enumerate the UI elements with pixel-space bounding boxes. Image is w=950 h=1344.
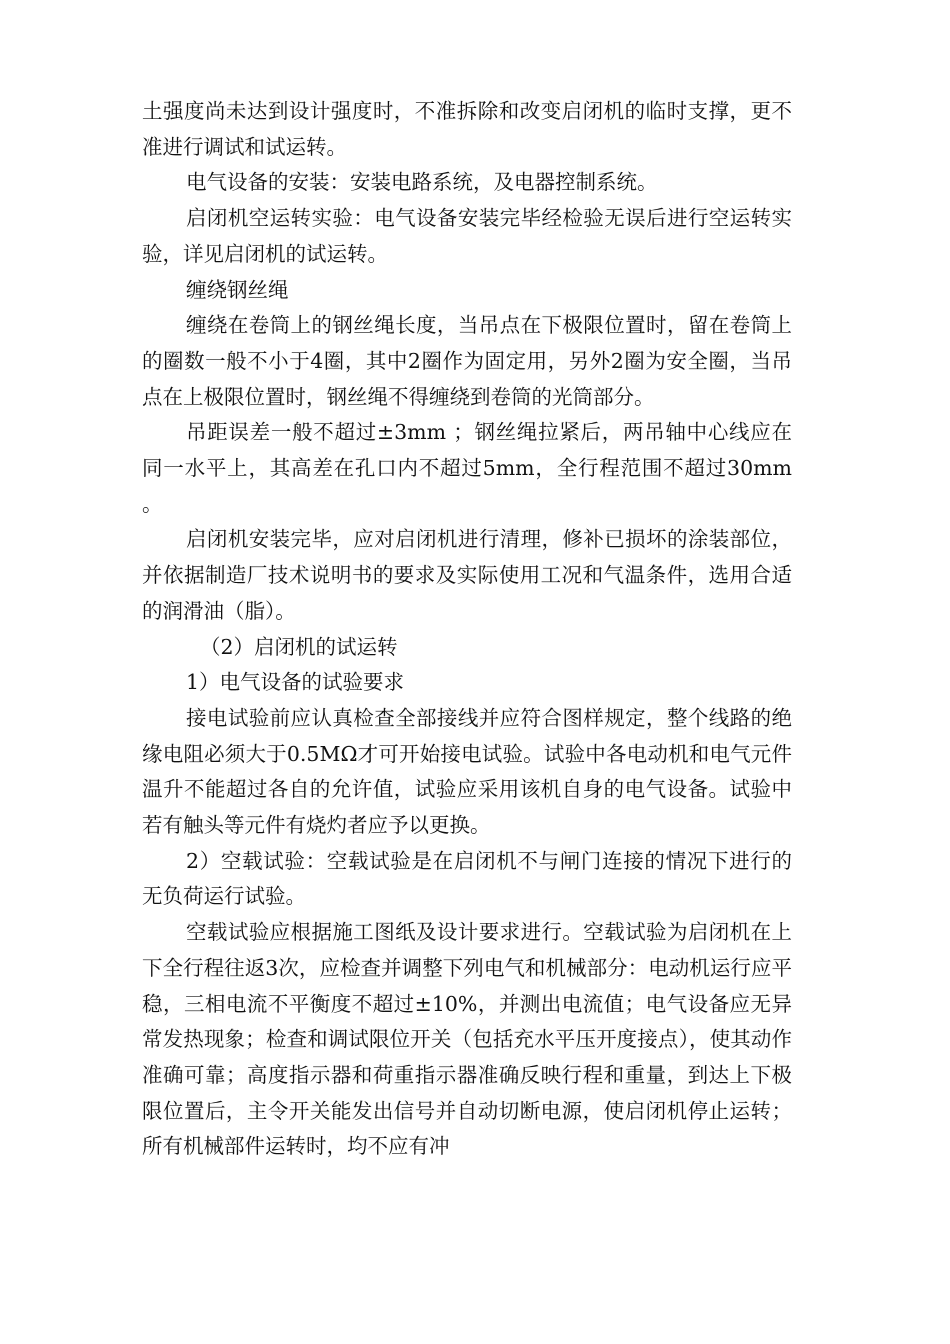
paragraph-continuation: 土强度尚未达到设计强度时，不准拆除和改变启闭机的临时支撑，更不准进行调试和试运转。: [142, 99, 792, 159]
paragraph-electrical-install: 电气设备的安装：安装电路系统，及电器控制系统。: [186, 170, 658, 195]
paragraph-wire-rope-length: 缠绕在卷筒上的钢丝绳长度，当吊点在下极限位置时，留在卷筒上的圈数一般不小于4圈，其中2圈作为固定用，另外2圈为安全圈，当吊点在上极限位置时，钢丝绳不得缠绕到卷筒的光筒部分。: [142, 313, 792, 409]
paragraph-no-load-procedure: 空载试验应根据施工图纸及设计要求进行。空载试验为启闭机在上下全行程往返3次，应检查并调整下列电气和机械部分：电动机运行应平稳，三相电流不平衡度不超过±10%，并测出电流值；电气设备应无异常发热现象；检查和调试限位开关（包括充水平压开度接点），使其动作准确可靠；高度指示器和荷重指示器准确反映行程和重量，到达上下极限位置后，主令开关能发出信号并自动切断电源，使启闭机停止运转；所有机械部件运转时，均不应有冲: [142, 920, 792, 1159]
section-heading-trial-run: （2）启闭机的试运转: [200, 634, 398, 659]
paragraph-cleaning-lubrication: 启闭机安装完毕，应对启闭机进行清理，修补已损坏的涂装部位，并依据制造厂技术说明书的要求及实际使用工况和气温条件，选用合适的润滑油（脂）。: [142, 527, 792, 623]
paragraph-no-load-test: 2）空载试验：空载试验是在启闭机不与闸门连接的情况下进行的无负荷运行试验。: [142, 848, 792, 909]
paragraph-idle-run-test: 启闭机空运转实验：电气设备安装完毕经检验无误后进行空运转实验，详见启闭机的试运转。: [142, 206, 792, 266]
paragraph-lifting-tolerance: 吊距误差一般不超过±3mm ；钢丝绳拉紧后，两吊轴中心线应在同一水平上，其高差在孔口内不超过5mm，全行程范围不超过30mm 。: [142, 420, 792, 516]
document-page: [142, 94, 792, 1165]
subheading-electrical-test: 1）电气设备的试验要求: [186, 670, 405, 695]
paragraph-power-test: 接电试验前应认真检查全部接线并应符合图样规定，整个线路的绝缘电阻必须大于0.5MΩ才可开始接电试验。试验中各电动机和电气元件温升不能超过各自的允许值，试验应采用该机自身的电气设备。试验中若有触头等元件有烧灼者应予以更换。: [142, 705, 792, 838]
paragraph-heading-wire-rope: 缠绕钢丝绳: [186, 277, 289, 302]
